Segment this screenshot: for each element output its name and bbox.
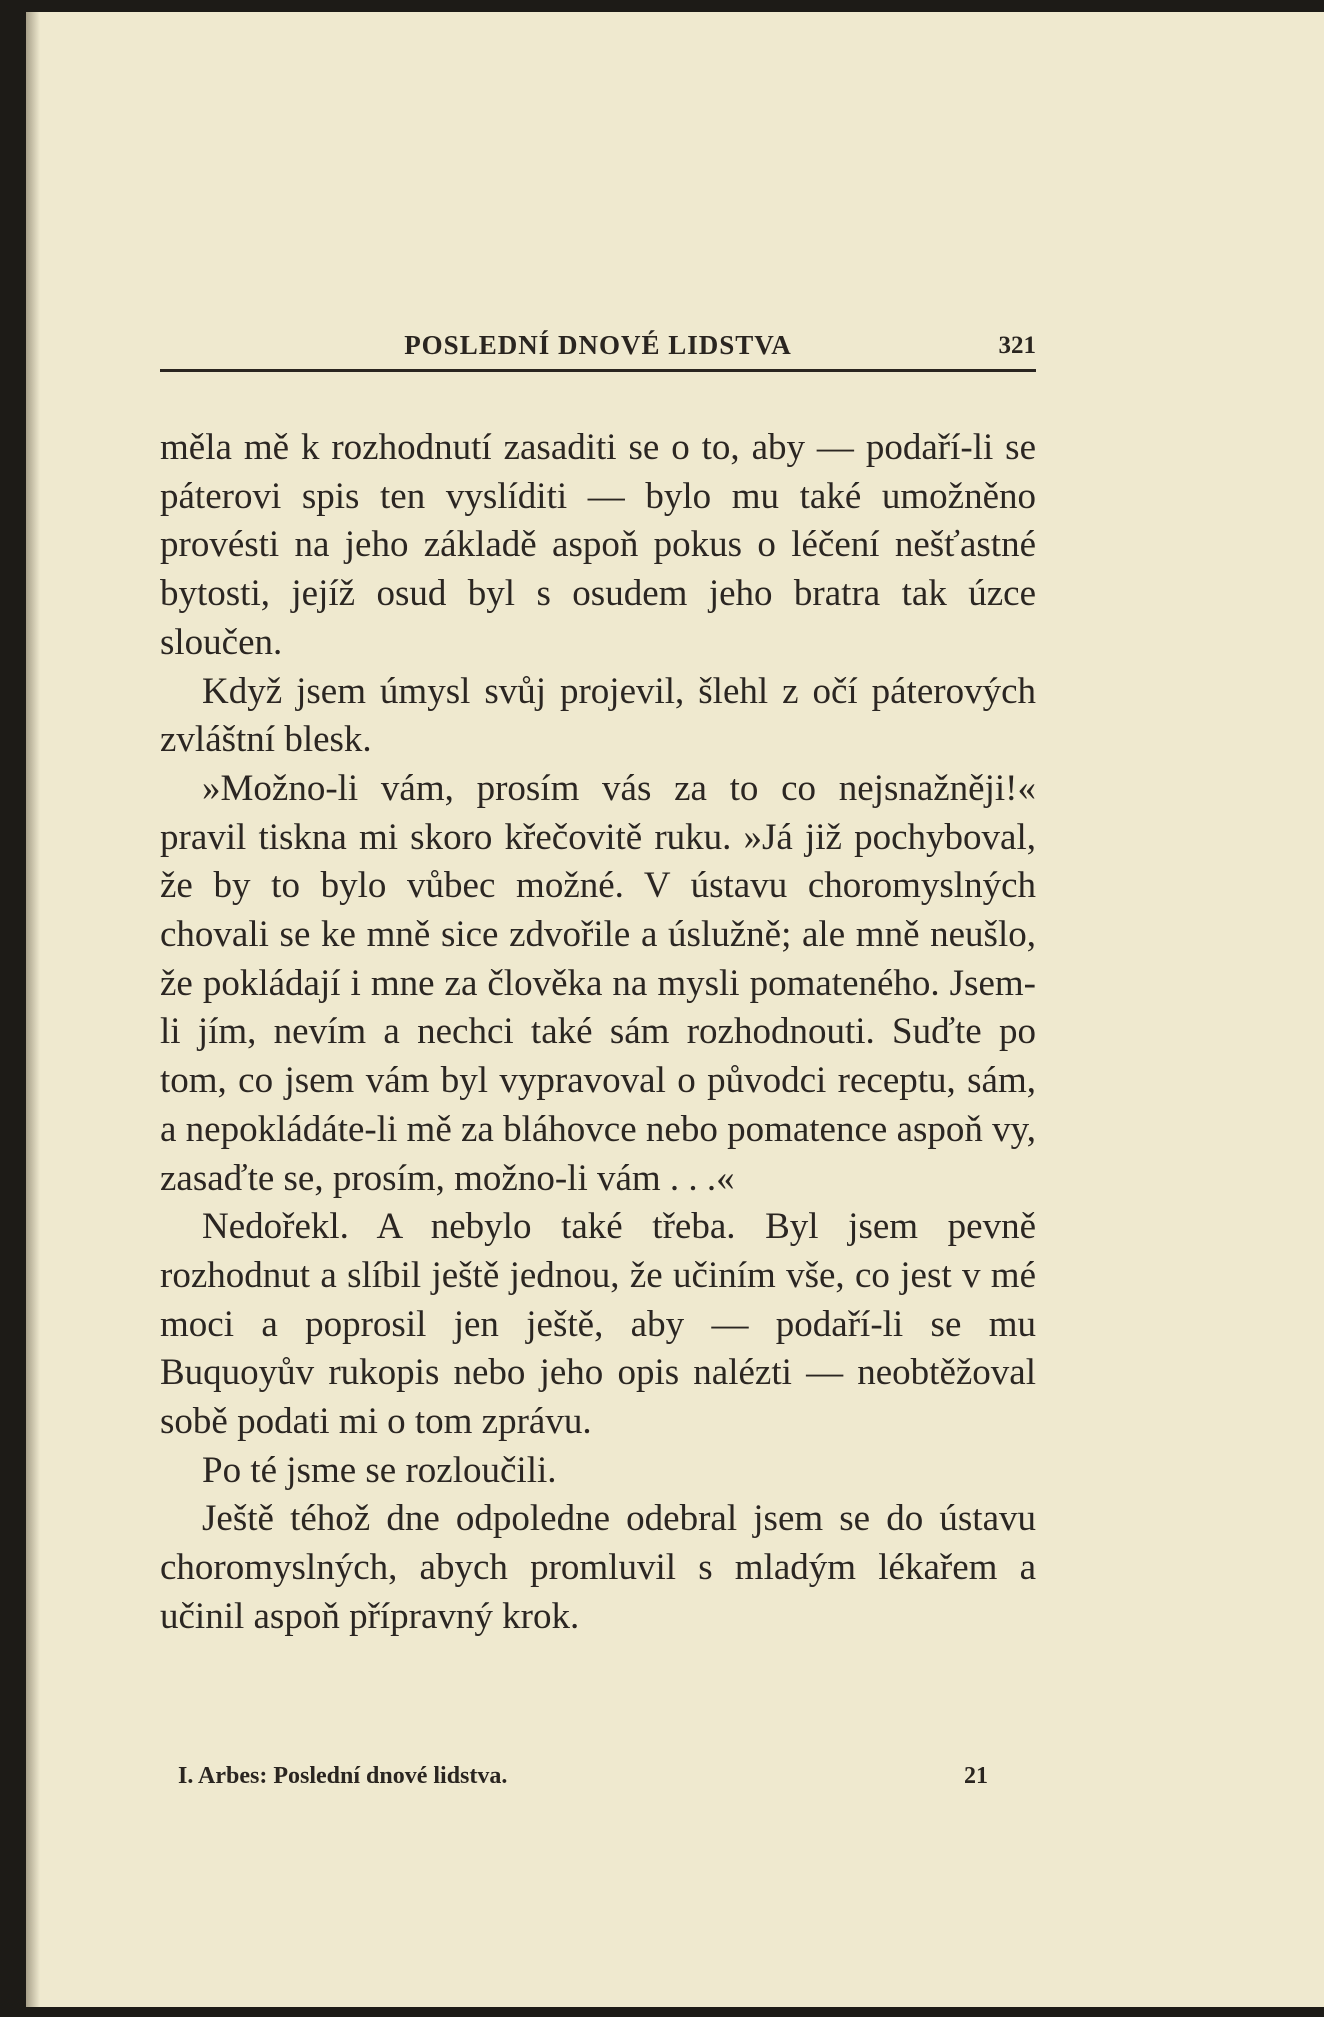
body-text	[160, 424, 1036, 1642]
book-page	[26, 12, 1324, 2007]
paragraph-4: Nedořekl. A nebylo také třeba. Byl jsem pevně rozhodnut a slíbil ještě jednou, že učiním vše, co jest v mé moci a poprosil jen ještě, aby — podaří-li se mu Buquoyův rukopis nebo jeho opis nalézti — neobtěžoval sobě podati mi o tom zprávu.	[160, 1206, 1036, 1443]
paragraph-5: Po té jsme se rozloučili.	[202, 1449, 557, 1491]
footer-signature: I. Arbes: Poslední dnové lidstva.	[178, 1763, 508, 1789]
paragraph-3: »Možno-li vám, prosím vás za to co nejsnažněji!« pravil tiskna mi skoro křečovitě ruku. »Já již pochyboval, že by to bylo vůbec možné. V ústavu choromyslných chovali se ke mně sice zdvořile a úslužně; ale mně neušlo, že pokládají i mne za člověka na mysli pomateného. Jsem-li jím, nevím a nechci také sám rozhodnouti. Suďte po tom, co jsem vám byl vypravoval o původci receptu, sám, a nepokládáte-li mě za bláhovce nebo pomatence aspoň vy, zasaďte se, prosím, možno-li vám . . .«	[160, 767, 1036, 1199]
paragraph-2: Když jsem úmysl svůj projevil, šlehl z očí páterových zvláštní blesk.	[160, 670, 1036, 761]
header-rule	[160, 369, 1036, 372]
page-number: 321	[998, 332, 1036, 359]
running-title: POSLEDNÍ DNOVÉ LIDSTVA	[404, 330, 792, 360]
paragraph-6: Ještě téhož dne odpoledne odebral jsem se do ústavu choromyslných, abych promluvil s mladým lékařem a učinil aspoň přípravný krok.	[160, 1498, 1036, 1637]
page-footer	[178, 1763, 988, 1797]
spine-shadow	[26, 12, 40, 2007]
paragraph-1: měla mě k rozhodnutí zasaditi se o to, aby — podaří-li se páterovi spis ten vyslíditi — bylo mu také umožněno provésti na jeho základě aspoň pokus o léčení nešťastné bytosti, jejíž osud byl s osudem jeho bratra tak úzce sloučen.	[160, 427, 1036, 663]
sheet-number: 21	[964, 1763, 988, 1789]
page-header	[160, 330, 1036, 366]
